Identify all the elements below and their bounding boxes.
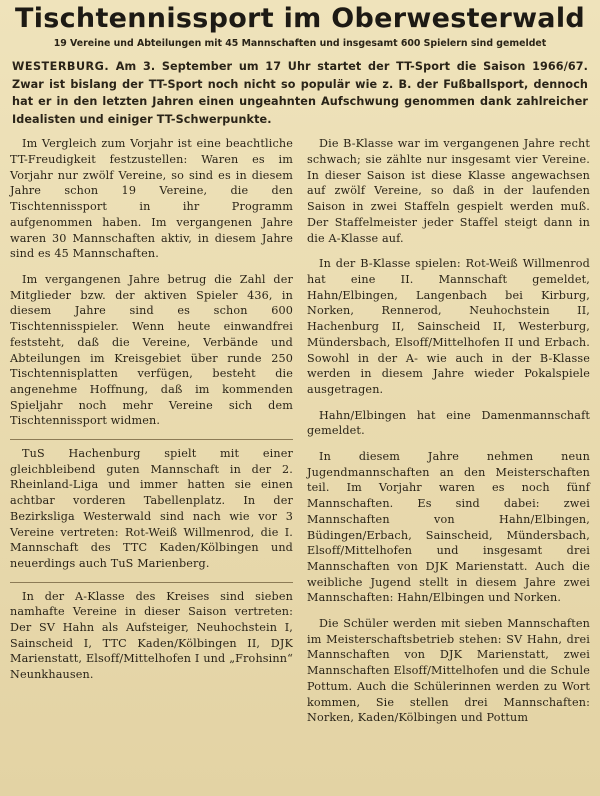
paragraph: In der A-Klasse des Kreises sind sieben namhafte Vereine in dieser Saison vertreten: Der SV Hahn als Aufsteiger, Neuhochstein I, Sainscheid I, TTC Kaden/Kölbingen II, DJK Marienstatt, Elsoff/Mittelhofen I und „Frohsinn“ Neunkhausen. [10, 589, 293, 682]
paragraph: Im vergangenen Jahre betrug die Zahl der Mitglieder bzw. der aktiven Spieler 436, in diesem Jahre sind es schon 600 Tischtennisspieler. Wenn heute einwandfrei feststeht, daß die Vereine, Verbände und Abteilungen im Kreisgebiet über runde 250 Tischtennisplatten verfügen, besteht die angenehme Hoffnung, daß im kommenden Spieljahr noch mehr Vereine sich dem Tischtennissport widmen. [10, 273, 293, 428]
right-column [307, 136, 590, 736]
lead-text: Am 3. September um 17 Uhr startet der TT-Sport die Saison 1966/67. Zwar ist bislang der TT-Sport noch nicht so populär wie z. B. der Fußballsport, dennoch hat er in den letzten Jahren einen ungeahnten Aufschwung genommen dank zahlreicher Idealisten und einiger TT-Schwerpunkte. [12, 60, 588, 126]
paragraph: In diesem Jahre nehmen neun Jugendmannschaften an den Meisterschaften teil. Im Vorjahr waren es noch fünf Mannschaften. Es sind dabei: zwei Mannschaften von Hahn/Elbingen, Büdingen/Erbach, Sainscheid, Mündersbach, Elsoff/Mittelhofen und insgesamt drei Mannschaften von DJK Marienstatt. Auch die weibliche Jugend stellt in diesem Jahre zwei Mannschaften: Hahn/Elbingen und Norken. [307, 450, 590, 605]
subheadline: 19 Vereine und Abteilungen mit 45 Mannschaften und insgesamt 600 Spielern sind gemeldet [53, 38, 547, 49]
paragraph: TuS Hachenburg spielt mit einer gleichbleibend guten Mannschaft in der 2. Rheinland-Liga und immer hatten sie einen achtbar vorderen Tabellenplatz. In der Bezirksliga Westerwald sind nach wie vor 3 Vereine vertreten: Rot-Weiß Willmenrod, die I. Mannschaft des TTC Kaden/Kölbingen und neuerdings auch TuS Marienberg. [10, 447, 293, 570]
lead-paragraph [12, 58, 588, 128]
divider [10, 439, 293, 440]
paragraph: Im Vergleich zum Vorjahr ist eine beachtliche TT-Freudigkeit festzustellen: Waren es im Vorjahr nur zwölf Vereine, so sind es in diesem Jahre schon 19 Vereine, die den Tischtennissport in ihr Programm aufgenommen haben. Im vergangenen Jahre waren 30 Mannschaften aktiv, in diesem Jahre sind es 45 Mannschaften. [10, 137, 293, 261]
paragraph: In der B-Klasse spielen: Rot-Weiß Willmenrod hat eine II. Mannschaft gemeldet, Hahn/Elbingen, Langenbach bei Kirburg, Norken, Rennerod, Neuhochstein II, Hachenburg II, Sainscheid II, Westerburg, Mündersbach, Elsoff/Mittelhofen II und Erbach. Sowohl in der A- wie auch in der B-Klasse werden in diesem Jahre wieder Pokalspiele ausgetragen. [307, 257, 590, 396]
paragraph: Die Schüler werden mit sieben Mannschaften im Meisterschaftsbetrieb stehen: SV Hahn, drei Mannschaften von DJK Marienstatt, zwei Mannschaften Elsoff/Mittelhofen und die Schule Pottum. Auch die Schülerinnen werden zu Wort kommen, Sie stellen drei Mannschaften: Norken, Kaden/Kölbingen und Pottum [307, 617, 590, 725]
left-column [10, 136, 293, 736]
paragraph: Hahn/Elbingen hat eine Damenmannschaft gemeldet. [307, 408, 590, 438]
paragraph: Die B-Klasse war im vergangenen Jahre recht schwach; sie zählte nur insgesamt vier Vereine. In dieser Saison ist diese Klasse angewachsen auf zwölf Vereine, so daß in der laufenden Saison in zwei Staffeln gespielt werden muß. Der Staffelmeister jeder Staffel steigt dann in die A-Klasse auf. [307, 137, 590, 245]
headline: Tischtennissport im Oberwesterwald [14, 3, 586, 34]
article-columns [6, 136, 594, 736]
divider [10, 582, 293, 583]
dateline: WESTERBURG. [12, 60, 110, 73]
